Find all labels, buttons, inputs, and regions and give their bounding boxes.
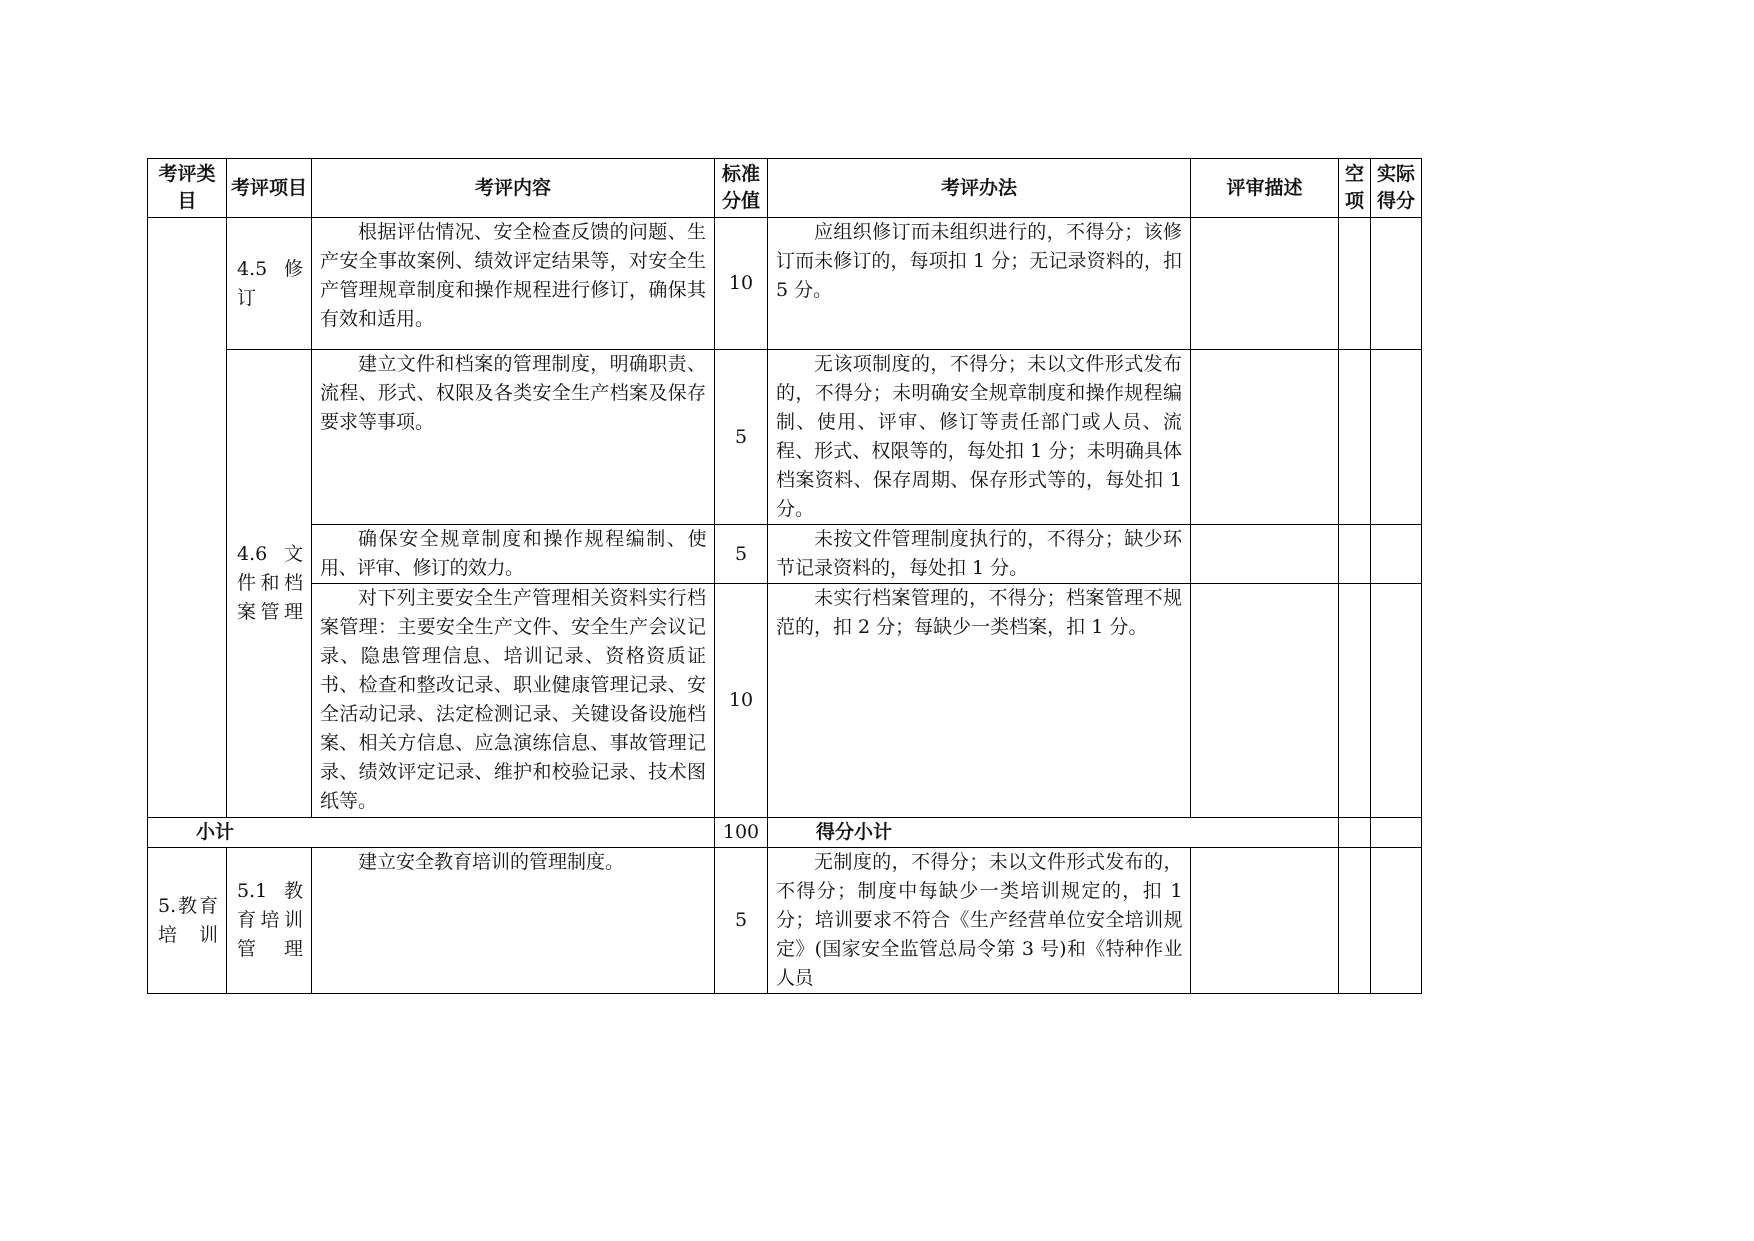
description-cell[interactable] — [1191, 350, 1339, 525]
subtotal-score: 100 — [715, 818, 768, 848]
content-cell: 建立文件和档案的管理制度，明确职责、流程、形式、权限及各类安全生产档案及保存要求等事项。 — [312, 350, 715, 525]
content-cell: 根据评估情况、安全检查反馈的问题、生产安全事故案例、绩效评定结果等，对安全生产管理规章制度和操作规程进行修订，确保其有效和适用。 — [312, 218, 715, 350]
actual-score-cell[interactable] — [1371, 350, 1422, 525]
blank-cell[interactable] — [1339, 818, 1371, 848]
header-blank: 空项 — [1339, 159, 1371, 218]
actual-score-cell[interactable] — [1371, 218, 1422, 350]
method-cell: 未按文件管理制度执行的，不得分；缺少环节记录资料的，每处扣 1 分。 — [768, 525, 1191, 584]
blank-cell[interactable] — [1339, 350, 1371, 525]
score-cell: 5 — [715, 848, 768, 994]
header-actual: 实际得分 — [1371, 159, 1422, 218]
score-cell: 5 — [715, 525, 768, 584]
header-row — [148, 159, 1422, 218]
description-cell[interactable] — [1191, 584, 1339, 818]
subtotal-score-label: 得分小计 — [768, 818, 1339, 848]
blank-cell[interactable] — [1339, 525, 1371, 584]
item-cell: 4.6 文件和档案管理 — [227, 350, 312, 818]
description-cell[interactable] — [1191, 525, 1339, 584]
actual-score-cell[interactable] — [1371, 818, 1422, 848]
actual-score-cell[interactable] — [1371, 584, 1422, 818]
blank-cell[interactable] — [1339, 584, 1371, 818]
method-cell: 无制度的，不得分；未以文件形式发布的，不得分；制度中每缺少一类培训规定的，扣 1 分；培训要求不符合《生产经营单位安全培训规定》(国家安全监管总局令第 3 号)和《特种作业人员 — [768, 848, 1191, 994]
description-cell[interactable] — [1191, 218, 1339, 350]
blank-cell[interactable] — [1339, 848, 1371, 994]
table-row — [148, 218, 1422, 350]
table-row — [148, 350, 1422, 525]
item-cell: 5.1 教育培训管理 — [227, 848, 312, 994]
score-cell: 10 — [715, 218, 768, 350]
content-cell: 建立安全教育培训的管理制度。 — [312, 848, 715, 994]
score-cell: 10 — [715, 584, 768, 818]
blank-cell[interactable] — [1339, 218, 1371, 350]
table-row — [148, 525, 1422, 584]
category-cell: 5.教育培训 — [148, 848, 227, 994]
header-content: 考评内容 — [312, 159, 715, 218]
table-row — [148, 584, 1422, 818]
subtotal-row — [148, 818, 1422, 848]
header-score: 标准分值 — [715, 159, 768, 218]
method-cell: 未实行档案管理的，不得分；档案管理不规范的，扣 2 分；每缺少一类档案，扣 1 分。 — [768, 584, 1191, 818]
content-cell: 对下列主要安全生产管理相关资料实行档案管理：主要安全生产文件、安全生产会议记录、隐患管理信息、培训记录、资格资质证书、检查和整改记录、职业健康管理记录、安全活动记录、法定检测记录、关键设备设施档案、相关方信息、应急演练信息、事故管理记录、绩效评定记录、维护和校验记录、技术图纸等。 — [312, 584, 715, 818]
score-cell: 5 — [715, 350, 768, 525]
description-cell[interactable] — [1191, 848, 1339, 994]
actual-score-cell[interactable] — [1371, 848, 1422, 994]
header-method: 考评办法 — [768, 159, 1191, 218]
header-category: 考评类目 — [148, 159, 227, 218]
item-cell: 4.5 修订 — [227, 218, 312, 350]
subtotal-label: 小计 — [148, 818, 715, 848]
category-cell-empty — [148, 218, 227, 818]
actual-score-cell[interactable] — [1371, 525, 1422, 584]
evaluation-table — [147, 158, 1422, 994]
method-cell: 应组织修订而未组织进行的，不得分；该修订而未修订的，每项扣 1 分；无记录资料的，扣 5 分。 — [768, 218, 1191, 350]
method-cell: 无该项制度的，不得分；未以文件形式发布的，不得分；未明确安全规章制度和操作规程编制、使用、评审、修订等责任部门或人员、流程、形式、权限等的，每处扣 1 分；未明确具体档案资料、保存周期、保存形式等的，每处扣 1 分。 — [768, 350, 1191, 525]
table-row — [148, 848, 1422, 994]
header-item: 考评项目 — [227, 159, 312, 218]
header-description: 评审描述 — [1191, 159, 1339, 218]
content-cell: 确保安全规章制度和操作规程编制、使用、评审、修订的效力。 — [312, 525, 715, 584]
